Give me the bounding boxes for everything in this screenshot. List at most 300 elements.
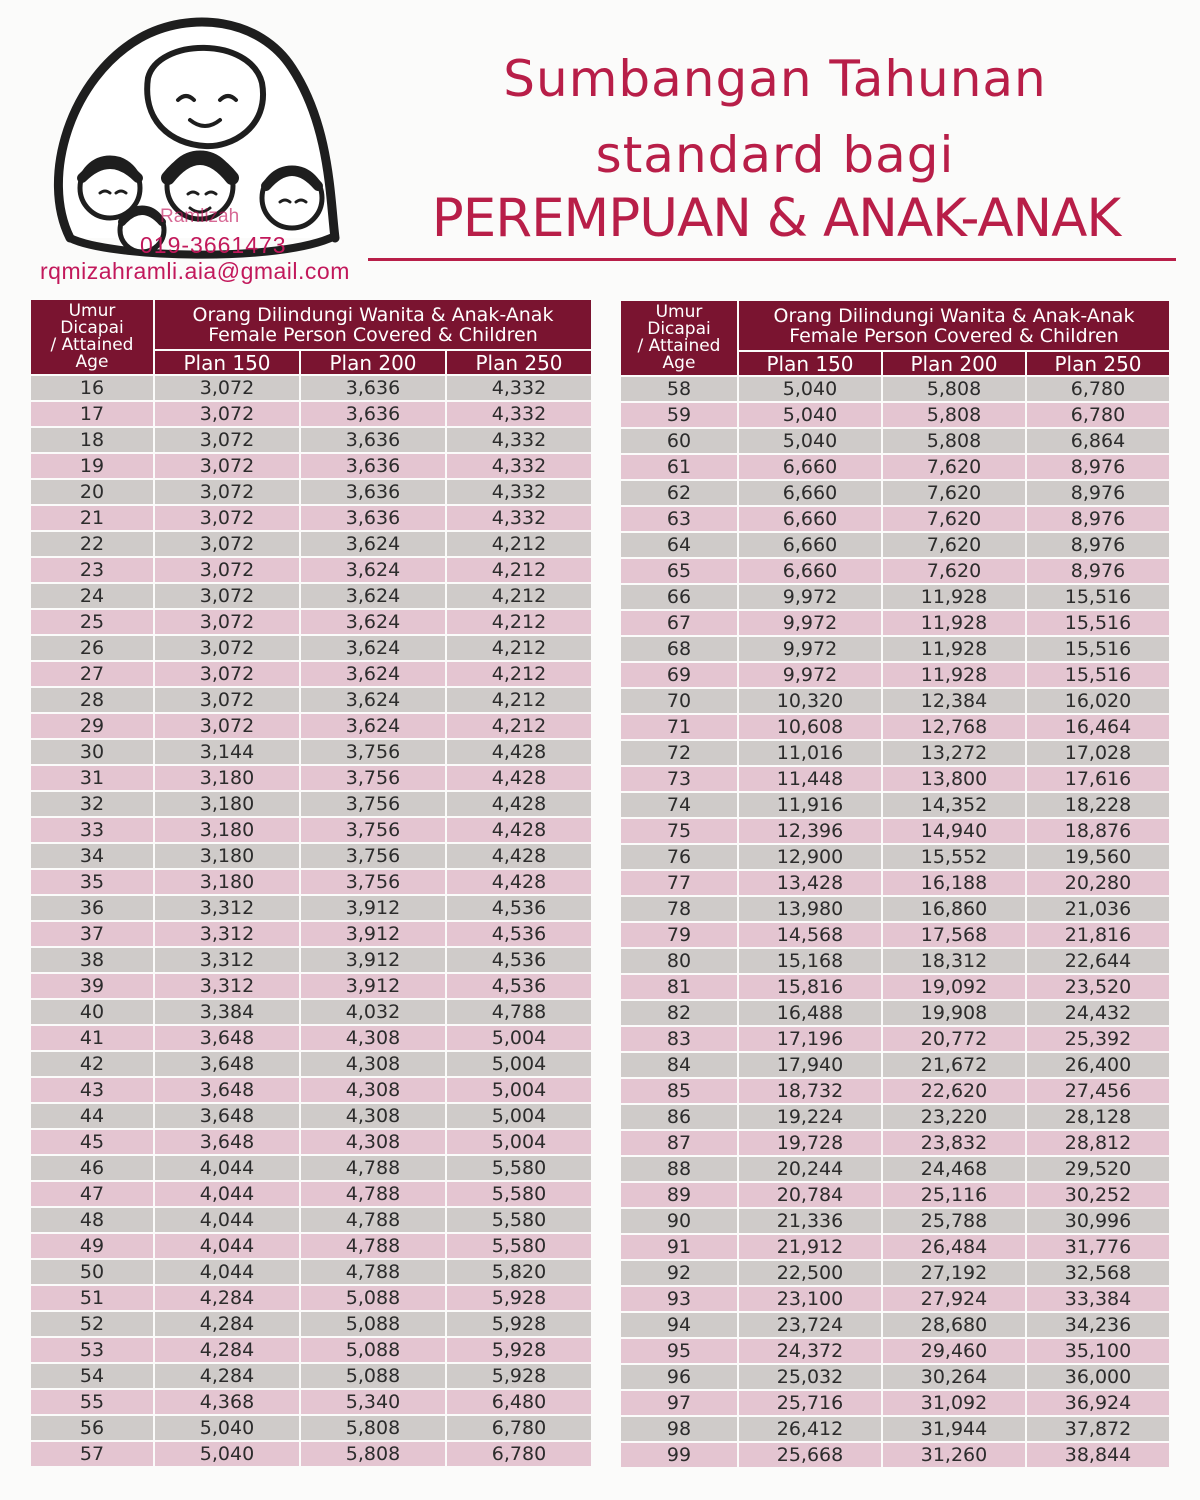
plan-200-cell: 3,912 xyxy=(301,974,445,998)
plan-150-cell: 9,972 xyxy=(739,611,881,635)
table-body-right xyxy=(621,377,1169,1467)
plan-150-cell: 4,284 xyxy=(155,1286,299,1310)
plan-150-cell: 5,040 xyxy=(739,429,881,453)
table-row xyxy=(31,454,591,478)
plan-250-cell: 21,816 xyxy=(1027,923,1169,947)
table-row xyxy=(31,1390,591,1414)
table-row xyxy=(31,1026,591,1050)
age-cell: 67 xyxy=(621,611,737,635)
age-cell: 54 xyxy=(31,1364,153,1388)
plan-200-cell: 4,308 xyxy=(301,1078,445,1102)
plan-150-cell: 3,648 xyxy=(155,1026,299,1050)
plan-200-cell: 19,092 xyxy=(883,975,1025,999)
plan-150-cell: 11,448 xyxy=(739,767,881,791)
plan-200-cell: 3,912 xyxy=(301,896,445,920)
plan-200-cell: 5,340 xyxy=(301,1390,445,1414)
table-row xyxy=(621,559,1169,583)
plan-150-cell: 5,040 xyxy=(739,403,881,427)
table-row xyxy=(31,1156,591,1180)
table-body-left xyxy=(31,376,591,1466)
plan-150-cell: 18,732 xyxy=(739,1079,881,1103)
age-cell: 90 xyxy=(621,1209,737,1233)
plan-250-cell: 8,976 xyxy=(1027,481,1169,505)
age-cell: 63 xyxy=(621,507,737,531)
plan-250-cell: 17,028 xyxy=(1027,741,1169,765)
plan-200-cell: 23,220 xyxy=(883,1105,1025,1129)
age-cell: 38 xyxy=(31,948,153,972)
title-underline xyxy=(368,258,1176,261)
age-cell: 49 xyxy=(31,1234,153,1258)
table-row xyxy=(31,948,591,972)
plan-150-cell: 20,244 xyxy=(739,1157,881,1181)
plan-150-cell: 11,916 xyxy=(739,793,881,817)
table-row xyxy=(621,1313,1169,1337)
plan-200-cell: 3,624 xyxy=(301,558,445,582)
plan-200-cell: 11,928 xyxy=(883,585,1025,609)
plan-150-cell: 3,180 xyxy=(155,870,299,894)
age-cell: 17 xyxy=(31,402,153,426)
age-cell: 34 xyxy=(31,844,153,868)
age-cell: 16 xyxy=(31,376,153,400)
table-row xyxy=(31,1208,591,1232)
plan-200-cell: 3,624 xyxy=(301,688,445,712)
plan-200-cell: 5,088 xyxy=(301,1338,445,1362)
age-cell: 30 xyxy=(31,740,153,764)
plan-200-cell: 4,788 xyxy=(301,1208,445,1232)
age-cell: 70 xyxy=(621,689,737,713)
age-cell: 58 xyxy=(621,377,737,401)
plan-150-cell: 5,040 xyxy=(155,1416,299,1440)
plan-150-cell: 23,724 xyxy=(739,1313,881,1337)
plan-250-cell: 4,536 xyxy=(447,974,591,998)
plan-250-cell: 5,004 xyxy=(447,1130,591,1154)
table-row xyxy=(621,377,1169,401)
age-cell: 19 xyxy=(31,454,153,478)
plan-200-header: Plan 200 xyxy=(883,352,1025,375)
plan-150-cell: 3,144 xyxy=(155,740,299,764)
plan-200-cell: 13,800 xyxy=(883,767,1025,791)
plan-200-cell: 7,620 xyxy=(883,533,1025,557)
table-row xyxy=(621,637,1169,661)
plan-250-cell: 18,228 xyxy=(1027,793,1169,817)
age-cell: 80 xyxy=(621,949,737,973)
plan-200-cell: 25,116 xyxy=(883,1183,1025,1207)
plan-150-cell: 3,180 xyxy=(155,844,299,868)
table-row xyxy=(621,949,1169,973)
plan-250-cell: 38,844 xyxy=(1027,1443,1169,1467)
table-row xyxy=(621,741,1169,765)
plan-200-cell: 3,756 xyxy=(301,844,445,868)
plan-250-cell: 17,616 xyxy=(1027,767,1169,791)
age-cell: 89 xyxy=(621,1183,737,1207)
contact-phone: 019-3661473 xyxy=(140,232,287,258)
plan-250-cell: 15,516 xyxy=(1027,611,1169,635)
plan-250-cell: 6,780 xyxy=(1027,377,1169,401)
plan-150-cell: 6,660 xyxy=(739,481,881,505)
plan-200-cell: 30,264 xyxy=(883,1365,1025,1389)
plan-250-cell: 20,280 xyxy=(1027,871,1169,895)
plan-250-cell: 5,580 xyxy=(447,1182,591,1206)
plan-150-cell: 17,940 xyxy=(739,1053,881,1077)
plan-250-cell: 23,520 xyxy=(1027,975,1169,999)
plan-250-cell: 4,212 xyxy=(447,584,591,608)
table-row xyxy=(31,896,591,920)
plan-150-cell: 3,648 xyxy=(155,1104,299,1128)
table-row xyxy=(621,1027,1169,1051)
plan-250-cell: 29,520 xyxy=(1027,1157,1169,1181)
age-cell: 45 xyxy=(31,1130,153,1154)
plan-150-header: Plan 150 xyxy=(155,351,299,374)
contribution-table-left xyxy=(29,298,593,1468)
table-row xyxy=(31,1130,591,1154)
plan-200-cell: 3,624 xyxy=(301,584,445,608)
plan-250-header: Plan 250 xyxy=(447,351,591,374)
plan-150-cell: 4,044 xyxy=(155,1260,299,1284)
table-row xyxy=(621,507,1169,531)
plan-200-cell: 3,636 xyxy=(301,454,445,478)
age-cell: 87 xyxy=(621,1131,737,1155)
plan-250-cell: 34,236 xyxy=(1027,1313,1169,1337)
plan-200-cell: 4,788 xyxy=(301,1260,445,1284)
table-row xyxy=(621,1209,1169,1233)
age-cell: 29 xyxy=(31,714,153,738)
plan-250-cell: 4,212 xyxy=(447,662,591,686)
age-cell: 23 xyxy=(31,558,153,582)
age-cell: 82 xyxy=(621,1001,737,1025)
plan-150-cell: 4,044 xyxy=(155,1156,299,1180)
plan-250-cell: 5,004 xyxy=(447,1104,591,1128)
age-cell: 83 xyxy=(621,1027,737,1051)
plan-150-cell: 11,016 xyxy=(739,741,881,765)
page-title-line-3: PEREMPUAN & ANAK-ANAK xyxy=(431,188,1121,249)
table-row xyxy=(31,974,591,998)
plan-150-cell: 14,568 xyxy=(739,923,881,947)
plan-200-cell: 21,672 xyxy=(883,1053,1025,1077)
age-cell: 39 xyxy=(31,974,153,998)
plan-200-cell: 4,788 xyxy=(301,1182,445,1206)
plan-150-cell: 10,608 xyxy=(739,715,881,739)
age-cell: 32 xyxy=(31,792,153,816)
plan-150-cell: 3,072 xyxy=(155,662,299,686)
plan-150-cell: 3,180 xyxy=(155,792,299,816)
plan-250-cell: 36,000 xyxy=(1027,1365,1169,1389)
table-row xyxy=(621,1079,1169,1103)
plan-150-cell: 12,900 xyxy=(739,845,881,869)
plan-150-cell: 3,072 xyxy=(155,376,299,400)
plan-250-cell: 5,928 xyxy=(447,1286,591,1310)
table-row xyxy=(31,532,591,556)
age-cell: 62 xyxy=(621,481,737,505)
plan-250-cell: 16,020 xyxy=(1027,689,1169,713)
age-cell: 85 xyxy=(621,1079,737,1103)
plan-250-cell: 8,976 xyxy=(1027,559,1169,583)
plan-200-cell: 11,928 xyxy=(883,663,1025,687)
plan-250-cell: 6,780 xyxy=(1027,403,1169,427)
plan-250-cell: 8,976 xyxy=(1027,533,1169,557)
table-row xyxy=(31,1000,591,1024)
table-row xyxy=(31,376,591,400)
age-cell: 42 xyxy=(31,1052,153,1076)
plan-150-cell: 22,500 xyxy=(739,1261,881,1285)
age-cell: 44 xyxy=(31,1104,153,1128)
plan-250-cell: 5,580 xyxy=(447,1234,591,1258)
age-cell: 86 xyxy=(621,1105,737,1129)
plan-200-cell: 27,192 xyxy=(883,1261,1025,1285)
age-cell: 84 xyxy=(621,1053,737,1077)
plan-250-cell: 19,560 xyxy=(1027,845,1169,869)
plan-150-cell: 9,972 xyxy=(739,663,881,687)
plan-200-cell: 22,620 xyxy=(883,1079,1025,1103)
plan-150-cell: 15,168 xyxy=(739,949,881,973)
plan-150-cell: 24,372 xyxy=(739,1339,881,1363)
table-row xyxy=(31,844,591,868)
age-cell: 96 xyxy=(621,1365,737,1389)
plan-200-cell: 23,832 xyxy=(883,1131,1025,1155)
table-row xyxy=(621,1157,1169,1181)
plan-250-cell: 4,212 xyxy=(447,636,591,660)
plan-250-cell: 5,580 xyxy=(447,1156,591,1180)
age-cell: 94 xyxy=(621,1313,737,1337)
plan-200-cell: 26,484 xyxy=(883,1235,1025,1259)
plan-200-cell: 7,620 xyxy=(883,481,1025,505)
plan-150-cell: 3,072 xyxy=(155,428,299,452)
table-row xyxy=(31,402,591,426)
plan-150-cell: 3,072 xyxy=(155,714,299,738)
plan-250-cell: 8,976 xyxy=(1027,507,1169,531)
plan-250-cell: 4,332 xyxy=(447,428,591,452)
age-cell: 77 xyxy=(621,871,737,895)
plan-200-cell: 4,788 xyxy=(301,1156,445,1180)
plan-200-cell: 5,088 xyxy=(301,1312,445,1336)
plan-200-cell: 16,860 xyxy=(883,897,1025,921)
plan-200-cell: 3,756 xyxy=(301,818,445,842)
plan-250-cell: 4,212 xyxy=(447,714,591,738)
plan-250-cell: 4,212 xyxy=(447,532,591,556)
plan-150-cell: 3,072 xyxy=(155,506,299,530)
plan-250-cell: 24,432 xyxy=(1027,1001,1169,1025)
plan-250-cell: 4,332 xyxy=(447,376,591,400)
plan-200-cell: 5,808 xyxy=(883,377,1025,401)
plan-250-cell: 6,864 xyxy=(1027,429,1169,453)
table-row xyxy=(621,819,1169,843)
contact-email: rqmizahramli.aia@gmail.com xyxy=(40,258,350,284)
age-cell: 95 xyxy=(621,1339,737,1363)
table-row xyxy=(31,610,591,634)
plan-200-cell: 11,928 xyxy=(883,637,1025,661)
plan-250-cell: 4,212 xyxy=(447,610,591,634)
plan-250-cell: 5,928 xyxy=(447,1364,591,1388)
plan-150-cell: 6,660 xyxy=(739,533,881,557)
plan-250-cell: 5,004 xyxy=(447,1052,591,1076)
table-row xyxy=(31,792,591,816)
age-cell: 60 xyxy=(621,429,737,453)
plan-200-cell: 4,308 xyxy=(301,1052,445,1076)
plan-150-cell: 17,196 xyxy=(739,1027,881,1051)
table-row xyxy=(621,1001,1169,1025)
table-row xyxy=(621,1339,1169,1363)
plan-200-cell: 3,756 xyxy=(301,870,445,894)
plan-150-cell: 25,668 xyxy=(739,1443,881,1467)
plan-250-cell: 28,812 xyxy=(1027,1131,1169,1155)
plan-150-cell: 4,044 xyxy=(155,1234,299,1258)
table-row xyxy=(31,1260,591,1284)
age-cell: 99 xyxy=(621,1443,737,1467)
table-row xyxy=(621,1443,1169,1467)
plan-150-cell: 3,072 xyxy=(155,532,299,556)
plan-250-cell: 15,516 xyxy=(1027,663,1169,687)
plan-150-cell: 3,648 xyxy=(155,1130,299,1154)
table-row xyxy=(621,793,1169,817)
age-cell: 75 xyxy=(621,819,737,843)
plan-200-cell: 5,808 xyxy=(301,1442,445,1466)
plan-150-cell: 4,284 xyxy=(155,1312,299,1336)
table-row xyxy=(31,766,591,790)
table-row xyxy=(621,1131,1169,1155)
plan-200-cell: 31,944 xyxy=(883,1417,1025,1441)
plan-250-cell: 36,924 xyxy=(1027,1391,1169,1415)
plan-200-cell: 12,768 xyxy=(883,715,1025,739)
plan-200-cell: 17,568 xyxy=(883,923,1025,947)
plan-150-cell: 21,912 xyxy=(739,1235,881,1259)
age-cell: 64 xyxy=(621,533,737,557)
table-row xyxy=(31,1182,591,1206)
plan-150-cell: 19,728 xyxy=(739,1131,881,1155)
plan-200-cell: 7,620 xyxy=(883,455,1025,479)
plan-150-cell: 5,040 xyxy=(155,1442,299,1466)
plan-200-cell: 3,624 xyxy=(301,662,445,686)
age-cell: 92 xyxy=(621,1261,737,1285)
age-cell: 73 xyxy=(621,767,737,791)
plan-250-cell: 4,428 xyxy=(447,766,591,790)
plan-200-cell: 3,756 xyxy=(301,740,445,764)
plan-250-cell: 4,428 xyxy=(447,740,591,764)
plan-250-cell: 22,644 xyxy=(1027,949,1169,973)
table-row xyxy=(31,1104,591,1128)
age-cell: 56 xyxy=(31,1416,153,1440)
plan-200-cell: 3,636 xyxy=(301,402,445,426)
age-cell: 18 xyxy=(31,428,153,452)
plan-150-cell: 4,044 xyxy=(155,1208,299,1232)
age-cell: 50 xyxy=(31,1260,153,1284)
plan-200-cell: 4,308 xyxy=(301,1104,445,1128)
plan-150-cell: 4,284 xyxy=(155,1338,299,1362)
plan-250-cell: 4,536 xyxy=(447,948,591,972)
table-row xyxy=(31,662,591,686)
age-cell: 72 xyxy=(621,741,737,765)
age-cell: 88 xyxy=(621,1157,737,1181)
table-row xyxy=(31,480,591,504)
plan-200-cell: 14,940 xyxy=(883,819,1025,843)
plan-200-cell: 11,928 xyxy=(883,611,1025,635)
age-cell: 79 xyxy=(621,923,737,947)
plan-200-cell: 3,636 xyxy=(301,480,445,504)
plan-250-cell: 5,820 xyxy=(447,1260,591,1284)
table-row xyxy=(31,584,591,608)
age-cell: 27 xyxy=(31,662,153,686)
age-cell: 46 xyxy=(31,1156,153,1180)
plan-250-cell: 4,332 xyxy=(447,506,591,530)
plan-150-cell: 3,072 xyxy=(155,402,299,426)
plan-150-cell: 3,180 xyxy=(155,766,299,790)
table-row xyxy=(31,558,591,582)
plan-150-cell: 9,972 xyxy=(739,637,881,661)
age-cell: 78 xyxy=(621,897,737,921)
plan-200-cell: 25,788 xyxy=(883,1209,1025,1233)
age-cell: 97 xyxy=(621,1391,737,1415)
plan-200-cell: 31,092 xyxy=(883,1391,1025,1415)
table-row xyxy=(621,663,1169,687)
plan-200-cell: 3,636 xyxy=(301,428,445,452)
plan-250-cell: 4,536 xyxy=(447,896,591,920)
plan-150-cell: 3,072 xyxy=(155,636,299,660)
plan-200-cell: 3,756 xyxy=(301,766,445,790)
plan-250-cell: 30,996 xyxy=(1027,1209,1169,1233)
plan-150-cell: 6,660 xyxy=(739,455,881,479)
table-row xyxy=(31,1312,591,1336)
plan-250-cell: 6,480 xyxy=(447,1390,591,1414)
plan-250-cell: 16,464 xyxy=(1027,715,1169,739)
table-row xyxy=(31,688,591,712)
table-row xyxy=(31,428,591,452)
plan-200-header: Plan 200 xyxy=(301,351,445,374)
table-row xyxy=(621,1365,1169,1389)
plan-150-cell: 12,396 xyxy=(739,819,881,843)
plan-250-cell: 5,004 xyxy=(447,1078,591,1102)
plan-150-cell: 26,412 xyxy=(739,1417,881,1441)
plan-200-cell: 24,468 xyxy=(883,1157,1025,1181)
plan-150-cell: 4,284 xyxy=(155,1364,299,1388)
plan-200-cell: 3,912 xyxy=(301,922,445,946)
plan-200-cell: 4,788 xyxy=(301,1234,445,1258)
plan-250-cell: 25,392 xyxy=(1027,1027,1169,1051)
plan-200-cell: 29,460 xyxy=(883,1339,1025,1363)
plan-150-cell: 4,368 xyxy=(155,1390,299,1414)
plan-150-cell: 20,784 xyxy=(739,1183,881,1207)
table-row xyxy=(31,740,591,764)
age-column-header: Umur Dicapai / Attained Age xyxy=(621,301,737,375)
plan-200-cell: 5,088 xyxy=(301,1364,445,1388)
table-row xyxy=(621,481,1169,505)
plan-150-header: Plan 150 xyxy=(739,352,881,375)
age-cell: 31 xyxy=(31,766,153,790)
age-cell: 53 xyxy=(31,1338,153,1362)
plan-200-cell: 7,620 xyxy=(883,507,1025,531)
age-cell: 20 xyxy=(31,480,153,504)
contact-name: Ramlizah xyxy=(160,206,240,227)
age-cell: 48 xyxy=(31,1208,153,1232)
table-row xyxy=(621,429,1169,453)
plan-250-cell: 5,928 xyxy=(447,1312,591,1336)
plan-200-cell: 4,308 xyxy=(301,1026,445,1050)
age-cell: 76 xyxy=(621,845,737,869)
plan-200-cell: 14,352 xyxy=(883,793,1025,817)
plan-150-cell: 15,816 xyxy=(739,975,881,999)
plan-250-cell: 26,400 xyxy=(1027,1053,1169,1077)
table-row xyxy=(31,1052,591,1076)
plan-250-cell: 18,876 xyxy=(1027,819,1169,843)
table-row xyxy=(621,845,1169,869)
table-row xyxy=(621,403,1169,427)
age-cell: 91 xyxy=(621,1235,737,1259)
plan-150-cell: 3,072 xyxy=(155,558,299,582)
plan-150-cell: 13,428 xyxy=(739,871,881,895)
age-cell: 28 xyxy=(31,688,153,712)
table-row xyxy=(621,1105,1169,1129)
plan-200-cell: 19,908 xyxy=(883,1001,1025,1025)
plan-200-cell: 5,808 xyxy=(883,429,1025,453)
plan-200-cell: 18,312 xyxy=(883,949,1025,973)
age-cell: 98 xyxy=(621,1417,737,1441)
